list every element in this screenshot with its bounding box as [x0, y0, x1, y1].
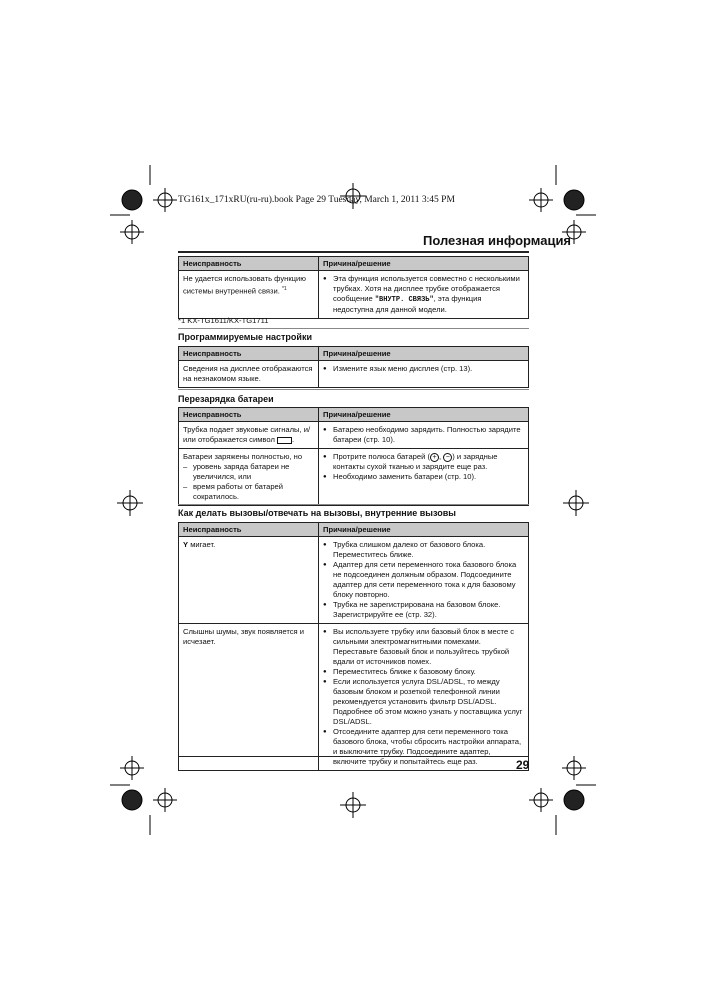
cause-text: ● Батарею необходимо зарядить. Полностью зарядите батареи (стр. 10). — [323, 425, 524, 445]
col-cause-header: Причина/решение — [319, 408, 529, 422]
footnote-ref: *1 — [281, 286, 287, 292]
minus-icon: − — [443, 453, 452, 462]
cause-text: ● Необходимо заменить батареи (стр. 10). — [323, 472, 524, 482]
divider — [178, 328, 529, 329]
problem-text: Трубка подает звуковые сигналы, и/или отображается символ — [183, 425, 311, 444]
subsection-title: Программируемые настройки — [178, 332, 312, 342]
table-settings — [178, 346, 529, 388]
cause-text: ● Отсоедините адаптер для сети переменного тока базового блока, чтобы сбросить настройки аппарата, и выключите трубку. Подсоедините адаптер, включите трубку и попытайтесь еще раз. — [323, 727, 524, 767]
table-intercom — [178, 256, 529, 319]
cause-text: ● Если используется услуга DSL/ADSL, то между базовым блоком и розеткой телефонной линии рекомендуется установить фильтр DSL/ADSL. Подробнее об этом можно узнать у поставщика услуг DSL/ADSL. — [323, 677, 524, 727]
book-header-line: TG161x_171xRU(ru-ru).book Page 29 Tuesday, March 1, 2011 3:45 PM — [178, 195, 455, 205]
display-message: "ВНУТР. СВЯЗЬ" — [374, 296, 434, 304]
problem-text: Не удается использовать функцию системы внутренней связи. — [183, 274, 306, 296]
table-calls — [178, 522, 529, 771]
table-row — [179, 361, 529, 388]
cause-text-end: , эта функция недоступна для данной модели. — [333, 294, 482, 314]
subsection-title: Перезарядка батареи — [178, 394, 274, 404]
problem-dash-item: – уровень заряда батареи не увеличился, или — [183, 462, 314, 482]
cause-text: ● Адаптер для сети переменного тока базового блока не подсоединен должным образом. Подсоедините адаптер для сети переменного тока к для базовому блоку повторно. — [323, 560, 524, 600]
cause-text-end: и зарядные контакты сухой тканью и зарядите еще раз. — [333, 452, 498, 471]
table-row — [179, 624, 529, 771]
table-row: Трубка подает звуковые сигналы, и/или отображается символ . ● Батарею необходимо зарядить. Полностью зарядите батареи (стр. 10). — [179, 422, 529, 449]
problem-text: Слышны шумы, звук появляется и исчезает. — [179, 624, 319, 771]
antenna-icon: Y — [183, 540, 189, 549]
page-title: Полезная информация — [423, 233, 572, 248]
col-problem-header: Неисправность — [179, 523, 319, 537]
footnote: *1 KX-TG1611/KX-TG1711 — [178, 316, 269, 325]
plus-icon: + — [430, 453, 439, 462]
divider — [178, 389, 529, 390]
col-cause-header: Причина/решение — [319, 347, 529, 361]
col-problem-header: Неисправность — [179, 347, 319, 361]
cause-text: Протрите полюса батарей — [333, 452, 426, 461]
cause-text: ● Трубка не зарегистрирована на базовом блоке. Зарегистрируйте ее (стр. 32). — [323, 600, 524, 620]
col-problem-header: Неисправность — [179, 408, 319, 422]
col-cause-header: Причина/решение — [319, 523, 529, 537]
table-row — [179, 271, 529, 319]
col-problem-header: Неисправность — [179, 257, 319, 271]
problem-dash-item: – время работы от батарей сократилось. — [183, 482, 314, 502]
problem-text: Батареи заряжены полностью, но — [183, 452, 303, 461]
cause-text: Эта функция используется совместно с несколькими трубках. Хотя на дисплее трубке отображается сообщение — [333, 274, 520, 303]
divider — [178, 756, 529, 757]
table-row: Батареи заряжены полностью, но – уровень заряда батареи не увеличился, или – время работы от батарей сократилось. ● Протрите полюса батарей ( + , − ) и зарядные контакты сухой тканью и зарядите еще раз. ● Необходимо заменить батареи (стр. 10). — [179, 449, 529, 506]
subsection-title: Как делать вызовы/отвечать на вызовы, внутренние вызовы — [178, 508, 456, 518]
problem-text: Сведения на дисплее отображаются на незнакомом языке. — [179, 361, 319, 388]
page-number: 29 — [516, 758, 530, 772]
problem-text: мигает. — [190, 540, 216, 549]
cause-text: ● Измените язык меню дисплея (стр. 13). — [323, 364, 524, 374]
cause-text: ● Переместитесь ближе к базовому блоку. — [323, 667, 524, 677]
table-battery — [178, 407, 529, 506]
divider — [178, 504, 529, 505]
cause-text: ● Трубка слишком далеко от базового блока. Переместитесь ближе. — [323, 540, 524, 560]
cause-text: ● Вы используете трубку или базовый блок в месте с сильными электромагнитными помехами. Переставьте базовый блок и пользуйтесь трубкой вдали от источников помех. — [323, 627, 524, 667]
table-row — [179, 537, 529, 624]
col-cause-header: Причина/решение — [319, 257, 529, 271]
title-rule — [178, 251, 529, 253]
battery-icon — [277, 437, 292, 444]
